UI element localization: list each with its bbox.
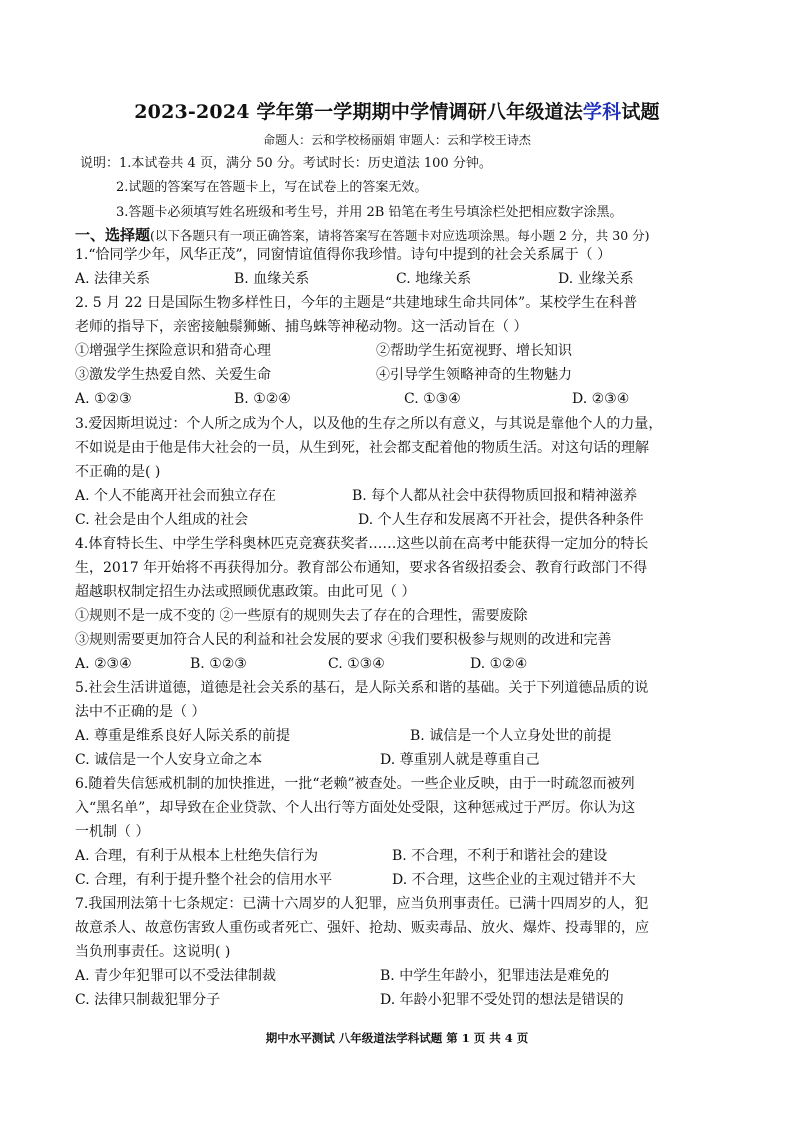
question-4-option-d: D. ①②④ — [470, 656, 528, 672]
authors-line: 命题人：云和学校杨丽娟 审题人：云和学校王诗杰 — [263, 133, 531, 147]
question-5-line: 5.社会生活讲道德，道德是社会关系的基石，是人际关系和谐的基础。关于下列道德品质的说 — [75, 680, 649, 696]
question-2-line: 2. 5 月 22 日是国际生物多样性日，今年的主题是“共建地球生命共同体”。某校学生在科普 — [75, 295, 638, 311]
question-2-option-c: C. ①③④ — [404, 391, 461, 407]
question-2-option-b: B. ①②④ — [234, 391, 291, 407]
question-4-line: 生，2017 年开始将不再获得加分。教育部公布通知，要求各省级招委会、教育行政部门不得 — [75, 560, 648, 576]
question-6-line: 入“黑名单”，却导致在企业贷款、个人出行等方面处处受限，这种惩戒过于严厉。你认为这 — [75, 800, 636, 816]
question-3-option-a: A. 个人不能离开社会而独立存在 — [75, 488, 277, 504]
question-4-line: 4.体育特长生、中学生学科奥林匹克竞赛获奖者……这些以前在高考中能获得一定加分的特长 — [75, 536, 649, 552]
question-2-option-a: A. ①②③ — [75, 391, 132, 407]
question-6-option-a: A. 合理，有利于从根本上杜绝失信行为 — [75, 848, 319, 864]
question-7-option-b: B. 中学生年龄小，犯罪违法是难免的 — [380, 968, 610, 984]
title-accent: 学科 — [582, 101, 622, 123]
question-7-line: 7.我国刑法第十七条规定：已满十六周岁的人犯罪，应当负刑事责任。已满十四周岁的人，犯 — [75, 896, 649, 912]
question-7-line: 当负刑事责任。这说明( ) — [75, 944, 231, 960]
question-6-line: 6.随着失信惩戒机制的加快推进，一批“老赖”被查处。一些企业反映，由于一时疏忽而被列 — [75, 776, 635, 792]
instruction-2: 2.试题的答案写在答题卡上，写在试卷上的答案无效。 — [116, 180, 428, 195]
question-1-option-a: A. 法律关系 — [75, 271, 151, 287]
section-heading: 一、选择题(以下各题只有一项正确答案，请将答案写在答题卡对应选项涂黑。每小题 2 分，共 30 分) — [75, 226, 650, 244]
question-2-option-d: D. ②③④ — [572, 391, 630, 407]
question-5-option-b: B. 诚信是一个人立身处世的前提 — [410, 728, 612, 744]
question-5-option-a: A. 尊重是维系良好人际关系的前提 — [75, 728, 291, 744]
question-2-item-1: ①增强学生探险意识和猎奇心理 — [75, 343, 271, 359]
question-4-line: 超越职权制定招生办法或照顾优惠政策。由此可见（ ） — [75, 584, 416, 600]
question-6-option-b: B. 不合理，不利于和谐社会的建设 — [392, 848, 608, 864]
page-footer: 期中水平测试 八年级道法学科试题 第 1 页 共 4 页 — [265, 1031, 529, 1045]
question-5-option-c: C. 诚信是一个人安身立命之本 — [75, 752, 263, 768]
question-7-line: 故意杀人、故意伤害致人重伤或者死亡、强奸、抢劫、贩卖毒品、放火、爆炸、投毒罪的，应 — [75, 920, 649, 936]
question-1-option-d: D. 业缘关系 — [558, 271, 634, 287]
question-7-option-d: D. 年龄小犯罪不受处罚的想法是错误的 — [380, 992, 624, 1008]
question-3-option-b: B. 每个人都从社会中获得物质回报和精神滋养 — [352, 488, 638, 504]
question-6-option-c: C. 合理，有利于提升整个社会的信用水平 — [75, 872, 333, 888]
question-6-option-d: D. 不合理，这些企业的主观过错并不大 — [392, 872, 636, 888]
question-6-line: 一机制（ ） — [75, 824, 150, 840]
question-1-option-b: B. 血缘关系 — [234, 271, 310, 287]
question-7-option-a: A. 青少年犯罪可以不受法律制裁 — [75, 968, 277, 984]
question-7-option-c: C. 法律只制裁犯罪分子 — [75, 992, 221, 1008]
question-5-line: 法中不正确的是（ ） — [75, 704, 206, 720]
question-2-item-3: ③激发学生热爱自然、关爱生命 — [75, 367, 271, 383]
question-2-item-4: ④引导学生领略神奇的生物魅力 — [376, 367, 572, 383]
question-1-option-c: C. 地缘关系 — [396, 271, 472, 287]
question-1-stem: 1.“恰同学少年，风华正茂”，同窗情谊值得你我珍惜。诗句中提到的社会关系属于（ ） — [75, 247, 612, 263]
question-5-option-d: D. 尊重别人就是尊重自己 — [380, 752, 540, 768]
question-4-option-b: B. ①②③ — [190, 656, 247, 672]
question-4-option-c: C. ①③④ — [328, 656, 385, 672]
question-3-option-d: D. 个人生存和发展离不开社会，提供各种条件 — [358, 512, 644, 528]
question-3-option-c: C. 社会是由个人组成的社会 — [75, 512, 249, 528]
page-title: 2023-2024 学年第一学期期中学情调研八年级道法学科试题 — [134, 101, 660, 123]
question-4-items-3-4: ③规则需要更加符合人民的利益和社会发展的要求 ④我们要积极参与规则的改进和完善 — [75, 632, 612, 648]
instruction-1: 说明：1.本试卷共 4 页，满分 50 分。考试时长：历史道法 100 分钟。 — [80, 156, 492, 171]
question-2-line: 老师的指导下，亲密接触鬃狮蜥、捕鸟蛛等神秘动物。这一活动旨在（ ） — [75, 319, 528, 335]
question-3-line: 不正确的是( ) — [75, 464, 161, 480]
question-4-option-a: A. ②③④ — [75, 656, 132, 672]
instruction-3: 3.答题卡必须填写姓名班级和考生号，并用 2B 铅笔在考生号填涂栏处把相应数字涂黑。 — [116, 205, 623, 220]
question-3-line: 不如说是由于他是伟大社会的一员，从生到死，社会都支配着他的物质生活。对这句话的理解 — [75, 440, 649, 456]
question-2-item-2: ②帮助学生拓宽视野、增长知识 — [376, 343, 572, 359]
question-3-line: 3.爱因斯坦说过：个人所之成为个人，以及他的生存之所以有意义，与其说是靠他个人的力量， — [75, 416, 663, 432]
question-4-items-1-2: ①规则不是一成不变的 ②一些原有的规则失去了存在的合理性，需要废除 — [75, 608, 528, 624]
